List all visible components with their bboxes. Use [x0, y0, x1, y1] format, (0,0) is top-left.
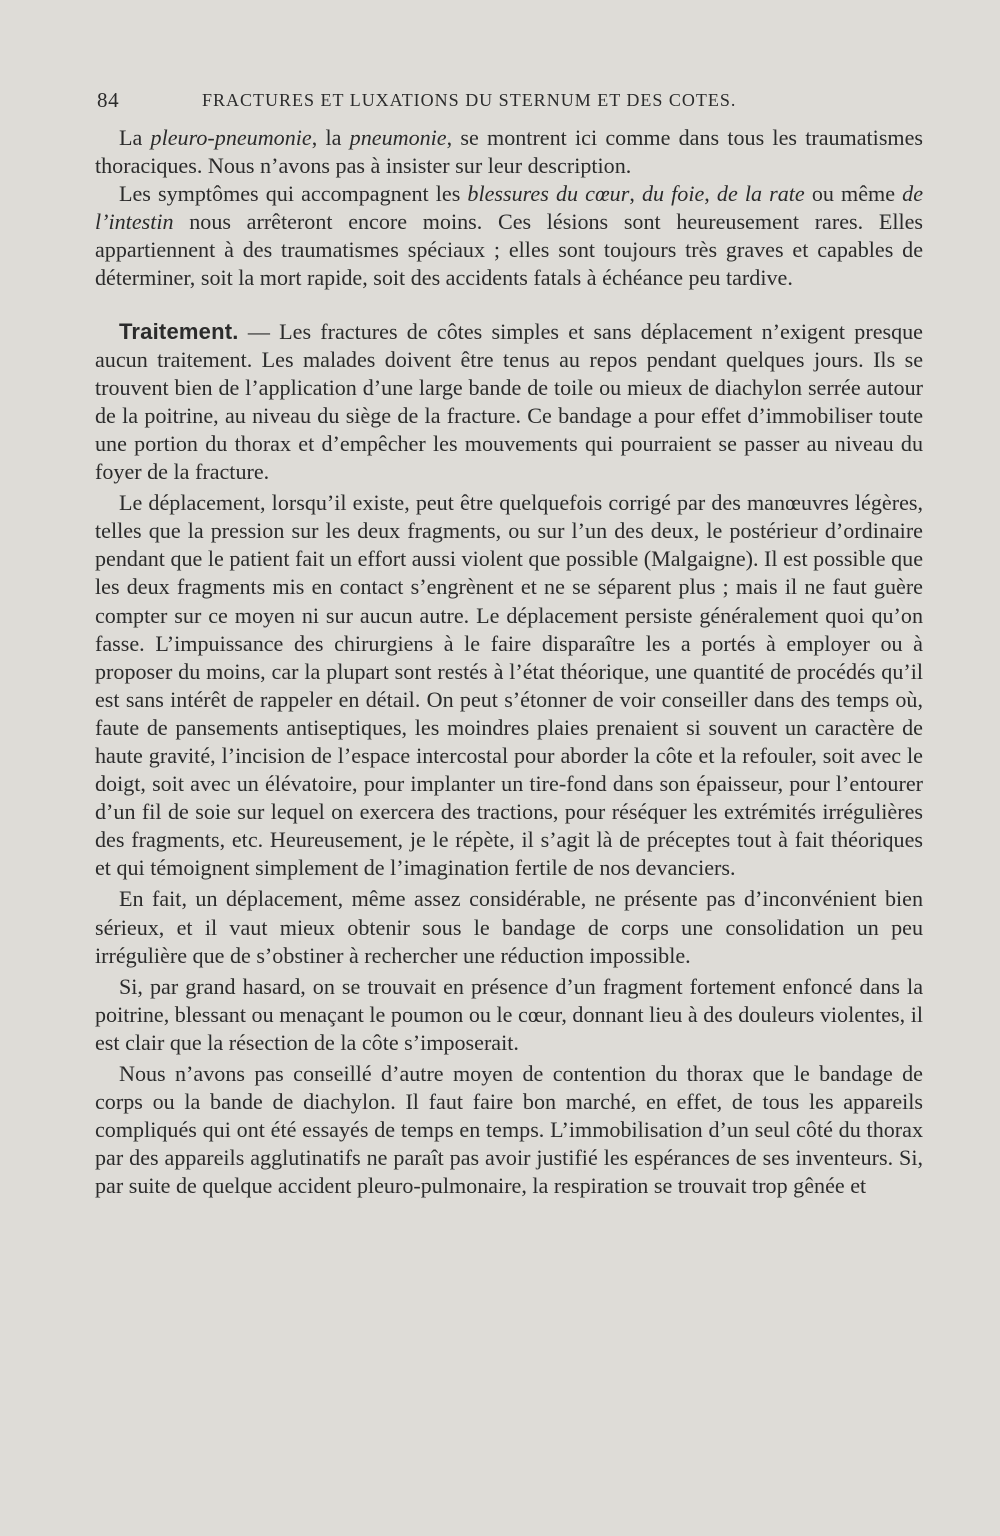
- text-span: , se montrent ici comme dans tous les traumatismes thoraciques. Nous n’avons pas à insister sur leur description.: [95, 125, 924, 179]
- italic-term: de l’intestin: [95, 181, 923, 235]
- page-header: [97, 88, 902, 116]
- paragraph-resection: Si, par grand hasard, on se trouvait en présence d’un fragment fortement enfoncé dans la poitrine, blessant ou menaçant le poumon ou le cœur, donnant lieu à des douleurs violentes, il est clair que la résection de la côte s’imposerait.: [95, 973, 923, 1055]
- paragraph-complications: [95, 124, 923, 180]
- paragraph-displacement: Le déplacement, lorsqu’il existe, peut être quelquefois corrigé par des manœuvres légères, telles que la pression sur les deux fragments, ou sur l’un des deux, le postérieur d’ordinaire pendant que le patient fait un effort aussi violent que possible (Malgaigne). Il est possible que les deux fragments mis en contact s’engrènent et ne se séparent plus ; mais il ne faut guère compter sur ce moyen ni sur aucun autre. Le déplacement persiste généralement quoi qu’on fasse. L’impuissance des chirurgiens à le faire disparaître les a portés à employer ou à proposer du moins, car la plupart sont restés à l’état théorique, une quantité de procédés qu’il est sans intérêt de rappeler en détail. On peut s’étonner de voir conseiller dans des temps où, faute de pansements antiseptiques, les moindres plaies prenaient si souvent un caractère de haute gravité, l’incision de l’espace intercostal pour aborder la côte et la refouler, soit avec le doigt, soit avec un élévatoire, pour implanter un tire-fond dans son épaisseur, pour l’entourer d’un fil de soie sur lequel on exercera des tractions, pour réséquer les extrémités irrégulières des fragments, etc. Heureusement, je le répète, il s’agit là de préceptes tout à fait théoriques et qui témoignent simplement de l’imagination fertile de nos devanciers.: [95, 490, 923, 881]
- paragraph-contention: Nous n’avons pas conseillé d’autre moyen de contention du thorax que le bandage de corps ou la bande de diachylon. Il faut faire bon marché, en effet, de tous les appareils compliqués qui ont été essayés de temps en temps. L’immobilisation d’un seul côté du thorax par des appareils agglutinatifs ne paraît pas avoir justifié les espérances de ses inventeurs. Si, par suite de quelque accident pleuro-pulmonaire, la respiration se trouvait trop gênée et: [95, 1061, 923, 1199]
- paragraph-other-injuries: [95, 180, 923, 292]
- text-span: Les symptômes qui accompagnent les: [119, 181, 468, 207]
- italic-term: pleuro-pneumonie: [150, 125, 312, 150]
- italic-term: blessures du cœur: [467, 181, 630, 207]
- text-span: , la: [311, 125, 350, 150]
- italic-term: pneumonie: [349, 125, 447, 150]
- italic-term: du foie: [641, 181, 705, 207]
- text-span: nous arrêteront encore moins. Ces lésions sont heureusement rares. Elles appartiennent à des traumatismes spéciaux ; elles sont toujours très graves et capables de déterminer, soit la mort rapide, soit des accidents fatals à échéance peu tardive.: [95, 209, 923, 291]
- paragraph-treatment: [95, 318, 923, 487]
- text-span: La: [119, 125, 151, 150]
- paragraph-in-fact: En fait, un déplacement, même assez considérable, ne présente pas d’inconvénient bien sérieux, et il vaut mieux obtenir sous le bandage de corps une consolidation un peu irrégulière que de s’obstiner à rechercher une réduction impossible.: [95, 886, 923, 968]
- section-heading: Traitement.: [119, 318, 239, 344]
- italic-term: de la rate: [716, 181, 805, 207]
- page-body: [95, 124, 923, 1200]
- text-span: — Les fractures de côtes simples et sans déplacement n’exigent presque aucun traitement. Les malades doivent être tenus au repos pendant quelques jours. Ils se trouvent bien de l’application d’une large bande de toile ou mieux de diachylon serrée autour de la poitrine, au niveau du siège de la fracture. Ce bandage a pour effet d’immobiliser toute une portion du thorax et d’empêcher les mouvements qui pourraient se passer au niveau du foyer de la fracture.: [95, 318, 923, 485]
- running-head: FRACTURES ET LUXATIONS DU STERNUM ET DES COTES.: [202, 90, 737, 110]
- page-number: 84: [97, 88, 120, 112]
- text-span: ou même: [804, 181, 903, 207]
- text-span: ,: [704, 181, 717, 207]
- text-span: ,: [629, 181, 642, 207]
